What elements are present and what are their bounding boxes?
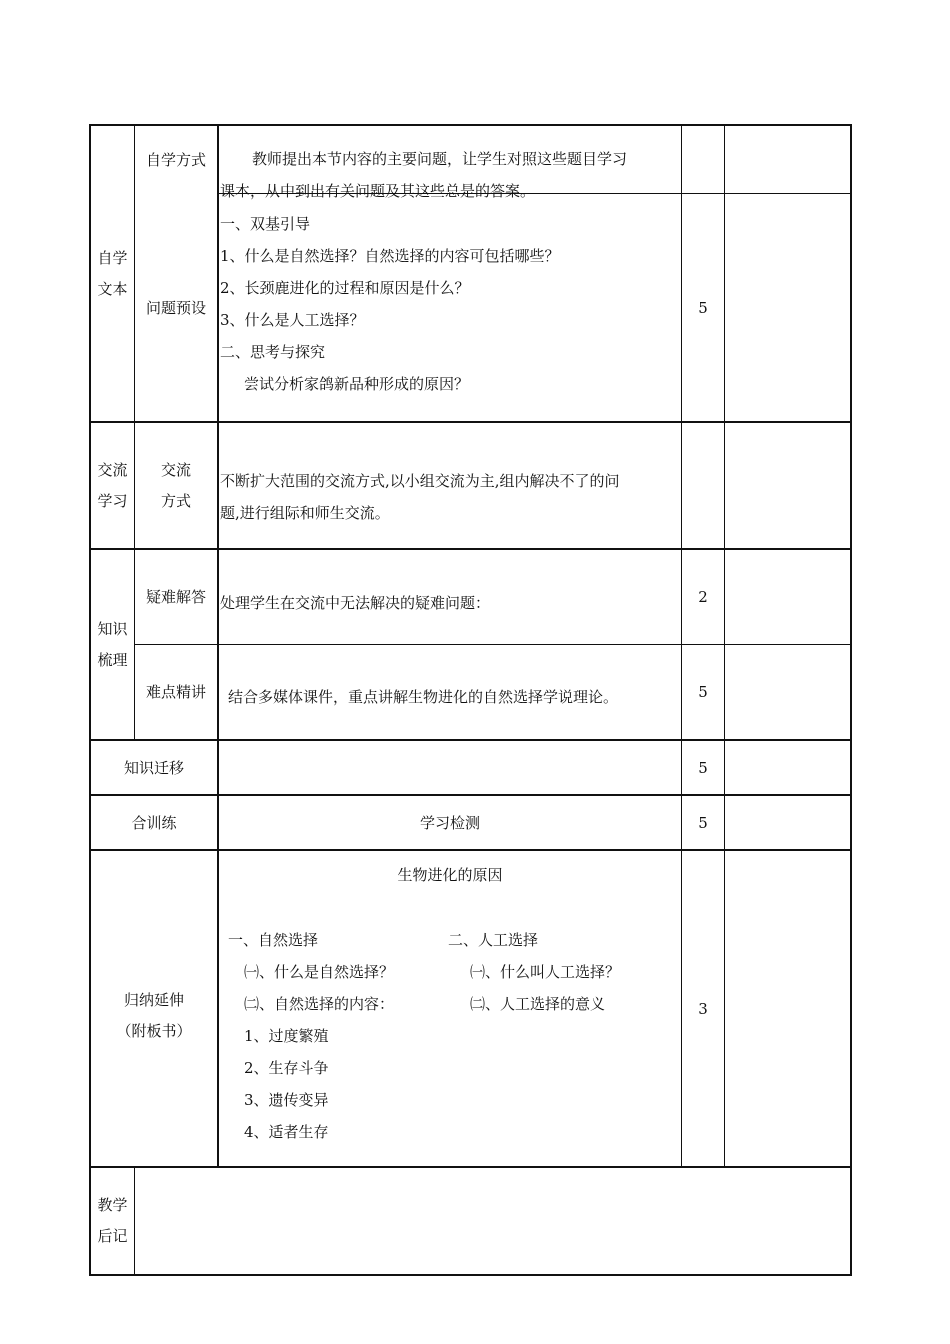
content-line: 3、什么是人工选择？ — [220, 311, 365, 329]
practice-label: 合训练 — [131, 813, 177, 832]
board-line: 3、遗传变异 — [244, 1091, 329, 1109]
board-line: 2、生存斗争 — [244, 1059, 329, 1077]
minutes-value: 5 — [698, 683, 708, 701]
board-left-column — [228, 924, 394, 1148]
exchange-method-content — [220, 465, 620, 529]
question-preset-content — [220, 208, 560, 400]
summary-label: 归纳延伸 （附板书） — [116, 991, 192, 1040]
self-study-method-label: 自学方式 — [145, 150, 206, 169]
section-label-knowledge-review: 知识 梳理 — [97, 619, 128, 669]
minutes-value: 5 — [698, 298, 708, 317]
board-title: 生物进化的原因 — [397, 866, 503, 884]
content-line: 教师提出本节内容的主要问题，让学生对照这些题目学习 — [252, 150, 628, 168]
section-label-exchange: 交流 学习 — [97, 460, 128, 510]
minutes-value: 2 — [698, 588, 708, 606]
section-label-line: 文本 — [97, 279, 128, 298]
board-line: ㈠、什么是自然选择？ — [244, 963, 395, 981]
practice-content: 学习检测 — [419, 813, 480, 832]
minutes-value: 3 — [698, 999, 708, 1018]
board-right-column — [448, 924, 620, 1020]
question-preset-label: 问题预设 — [145, 298, 206, 317]
minutes-value: 5 — [698, 758, 708, 777]
content-line: 课本，从中到出有关问题及其这些总是的答案。 — [220, 182, 536, 200]
content-line: 2、长颈鹿进化的过程和原因是什么？ — [220, 279, 470, 297]
board-line: ㈡、人工选择的意义 — [470, 995, 606, 1013]
board-line: 一、自然选择 — [228, 931, 319, 949]
board-line: 4、适者生存 — [244, 1123, 329, 1141]
board-line: 二、人工选择 — [448, 931, 539, 949]
content-line: 题,进行组际和师生交流。 — [220, 504, 390, 522]
board-line: 1、过度繁殖 — [244, 1027, 329, 1045]
postscript-label: 教学 后记 — [97, 1196, 128, 1245]
section-label-line: 自学 — [97, 248, 128, 267]
doubt-answer-label: 疑难解答 — [145, 588, 206, 606]
difficulty-explain-label: 难点精讲 — [145, 683, 206, 701]
section-label-self-study-text — [91, 126, 134, 421]
content-line: 1、什么是自然选择？自然选择的内容可包括哪些？ — [220, 247, 560, 265]
content-line: 一、双基引导 — [220, 215, 311, 233]
self-study-method-content — [220, 143, 627, 207]
content-line: 不断扩大范围的交流方式,以小组交流为主,组内解决不了的问 — [220, 472, 620, 490]
difficulty-explain-content: 结合多媒体课件，重点讲解生物进化的自然选择学说理论。 — [228, 688, 619, 706]
board-line: ㈡、自然选择的内容： — [244, 995, 395, 1013]
board-line: ㈠、什么叫人工选择？ — [470, 963, 621, 981]
minutes-value: 5 — [698, 813, 708, 832]
doubt-answer-content: 处理学生在交流中无法解决的疑难问题： — [220, 594, 491, 612]
exchange-method-label: 交流 方式 — [160, 460, 191, 510]
content-line: 二、思考与探究 — [220, 343, 326, 361]
content-line: 尝试分析家鸽新品种形成的原因？ — [244, 375, 470, 393]
knowledge-transfer-label: 知识迁移 — [123, 758, 184, 777]
